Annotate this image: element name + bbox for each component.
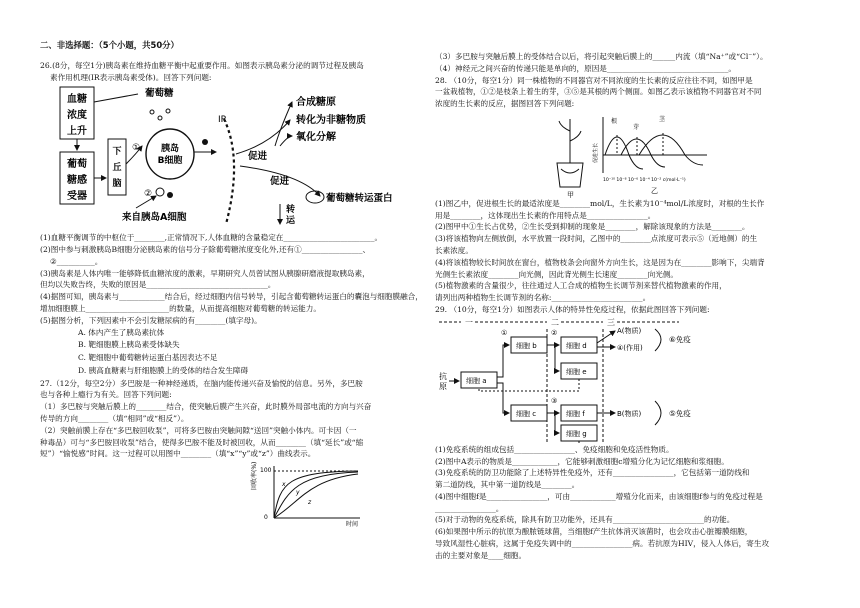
uptake-xlabel: 时间 xyxy=(346,521,359,529)
cell-b: 细胞 b xyxy=(516,341,537,350)
q26-option-b: B. 靶细胞膜上胰岛素受体缺失 xyxy=(78,340,180,350)
q28-stem: 28. （10分，每空1分）同一株植物的不同器官对不同浓度的生长素的反应往往不同，如图甲是 xyxy=(435,75,753,85)
num-2: ② xyxy=(551,328,558,337)
q26-line-4: (3)胰岛素是人体内唯一能够降低血糖浓度的激素，早期研究人员曾试图从胰腺研磨液提取胰岛素， xyxy=(40,268,370,278)
blood-glucose-label-2: 浓度 xyxy=(67,110,87,122)
q28-line-8: (5)植物激素的含量很少，往往通过人工合成的植物生长调节剂来替代植物激素的作用， xyxy=(435,281,727,291)
num-3: ③ xyxy=(551,396,558,405)
q29-line-5: (4)图中细胞f是________________，可由____________增殖分化而来，由该细胞f参与的免疫过程是 xyxy=(435,491,763,501)
peak-bud: 芽 xyxy=(633,123,640,131)
promote-label-1: 促进 xyxy=(248,151,268,163)
q29-line-6: ________________。 xyxy=(435,503,504,513)
output-a: A(物质) xyxy=(617,326,642,335)
circle-2: ② xyxy=(144,189,153,200)
beta-cell xyxy=(146,129,194,179)
curve-z: z xyxy=(308,499,312,507)
beta-cell-label-2: B细胞 xyxy=(157,156,183,167)
receptor-label-1: 葡萄 xyxy=(67,159,87,171)
q28-line-6: (4)将该植物较长时间放在窗台，植物枝条会向窗外方向生长，这是因为在________影响下，尖端背 xyxy=(435,257,765,267)
left-column xyxy=(40,40,425,532)
peak-root: 根 xyxy=(611,117,618,125)
auxin-response-figure xyxy=(547,111,717,199)
receptor-label-3: 受器 xyxy=(67,191,87,203)
immunity-5: ⑤免疫 xyxy=(669,408,691,418)
q27-line-7: 短”）“愉悦感”时间。这一过程可以用图中________（填“x”“y”或“z”）曲线表示。 xyxy=(40,449,316,459)
peak-stem: 茎 xyxy=(659,115,666,123)
q26-line-5: 但均以失败告终，失败的原因是________________________________。 xyxy=(40,280,276,290)
synthesis-label: 合成糖原 xyxy=(296,97,336,109)
q27-line-3: （1）多巴胺与突触后膜上的________结合，使突触后膜产生兴奋，此时膜外局部电流的方向与兴奋 xyxy=(40,402,372,412)
uptake-ylabel: 回收率(%) xyxy=(251,462,258,491)
right-column xyxy=(435,52,830,563)
q29-stem: 29. （10分，每空1分）如图表示人体的特异性免疫过程，依据此图回答下列问题: xyxy=(435,304,710,314)
q26-line-2: (2)图中参与刺激胰岛B细胞分泌胰岛素的信号分子除葡萄糖浓度变化外,还有①________________、 xyxy=(40,245,371,255)
q26-line-6: (4)据图可知，胰岛素与____________结合后，经过细胞内信号转导，引起含葡萄糖转运蛋白的囊泡与细胞膜融合， xyxy=(40,292,423,302)
chart-label: 乙 xyxy=(651,186,658,195)
hypothalamus-label-3: 脑 xyxy=(112,179,122,190)
uptake-ytick-0: 0 xyxy=(264,514,268,522)
antigen-label-1: 抗 xyxy=(439,371,447,381)
q27-line-9: （4）神经元之间兴奋的传递只能是单向的，原因是________________________________。 xyxy=(435,63,736,73)
promote-label-2: 促进 xyxy=(270,176,290,188)
q28-line-9: 请列出两种植物生长调节剂的名称:________________________。 xyxy=(435,293,651,303)
blood-glucose-label-1: 血糖 xyxy=(67,94,87,106)
q29-line-4: 第二道防线，其中第一道防线是________。 xyxy=(435,480,580,490)
transport-label-1: 转 xyxy=(286,205,296,216)
q28-line-4: (3)将该植物向左侧放倒，水平放置一段时间，乙图中的________点浓度可表示⑤（近地侧）的生 xyxy=(435,234,758,244)
q29-line-9: 导致风湿性心脏病，这属于免疫失调中的________________病。若抗原为HIV，侵入人体后，寄生攻 xyxy=(435,538,770,548)
cell-g: 细胞 g xyxy=(566,429,587,438)
blood-glucose-label-3: 上升 xyxy=(67,126,87,138)
q26-option-d: D. 胰高血糖素与肝细胞膜上的受体的结合发生障碍 xyxy=(78,365,249,375)
q26-line-8: (5)据图分析，下列因素中不会引发糖尿病的有________(填字母)。 xyxy=(40,315,262,325)
q26-stem: 26.(8分，每空1分)胰岛素在维持血糖平衡中起重要作用。如图表示胰岛素分泌的调节过程及胰岛 xyxy=(40,60,364,70)
uptake-ytick-100: 100 xyxy=(260,467,272,475)
q28-line-7: 光侧生长素浓度________向光侧，因此背光侧生长速度________向光侧。 xyxy=(435,269,678,279)
q29-line-10: 击的主要对象是____细胞。 xyxy=(435,550,527,560)
curve-y: y xyxy=(296,489,300,497)
q28-line-3: (2)图甲中①生长占优势，②生长受到抑制的现象是________，解除该现象的方法是________。 xyxy=(435,222,750,232)
q28-line-5: 长素浓度。 xyxy=(435,246,473,256)
q29-line-8: (6)如果图中所示的抗原为酿脓链球菌，当细胞f产生抗体消灭该菌时，也会攻击心脏瓣膜细胞， xyxy=(435,527,753,537)
q27-line-6: 种毒品）可与“多巴胺回收泵”结合，使得多巴胺不能及时被回收，从而________（填“延长”或“缩 xyxy=(40,437,364,447)
q28-stem-cont-2: 浓度的生长素的反应，据图回答下列问题: xyxy=(435,99,575,109)
cell-d: 细胞 d xyxy=(566,341,587,350)
transport-label-2: 运 xyxy=(286,216,296,227)
cell-c: 细胞 c xyxy=(516,409,537,418)
antigen-label-2: 原 xyxy=(439,381,447,391)
q27-stem: 27.（12分，每空2分）多巴胺是一种神经递质，在脑内能传递兴奋及愉悦的信息。另外，多巴胺 xyxy=(40,378,363,388)
hypothalamus-label-2: 丘 xyxy=(112,163,122,174)
stage-2: 二 xyxy=(551,317,559,327)
cell-a: 细胞 a xyxy=(466,376,487,385)
uptake-rate-chart xyxy=(250,462,370,528)
q26-line-1: (1)血糖平衡调节的中枢位于________,正常情况下,人体血糖的含量稳定在________________________。 xyxy=(40,233,383,243)
q29-line-3: (3)免疫系统的防卫功能除了上述特异性免疫外，还有________________，它包括第一道防线和 xyxy=(435,468,750,478)
receptor-label-2: 糖感 xyxy=(67,175,87,187)
q27-stem-cont: 也与各种上瘾行为有关。回答下列问题: xyxy=(40,390,172,400)
stage-3: 三 xyxy=(607,317,615,327)
q28-line-2: 用是________，这体现出生长素的作用特点是________________。 xyxy=(435,210,656,220)
hypothalamus-label-1: 下 xyxy=(112,147,122,158)
convert-label: 转化为非糖物质 xyxy=(296,115,366,127)
q27-line-4: 传导的方向________（填“相同”或“相反”）。 xyxy=(40,413,189,423)
pot-label: 甲 xyxy=(567,190,574,199)
oxidation-label: 氧化分解 xyxy=(296,132,336,144)
cell-membrane xyxy=(224,119,234,224)
q26-stem-cont: 素作用机理(IR表示胰岛素受体)。回答下列问题: xyxy=(50,72,212,82)
q29-line-2: (2)图中A表示的物质是____________，它能够刺激细胞c增殖分化为记忆细胞和浆细胞。 xyxy=(435,456,729,466)
auxin-figure xyxy=(547,111,830,199)
q27-line-8: （3）多巴胺与突触后膜上的受体结合以后，将引起突触后膜上的______内流（填“Na⁺”或“Cl⁻”）。 xyxy=(435,52,768,61)
ir-label: IR xyxy=(218,115,227,126)
glucose-label: 葡萄糖 xyxy=(145,88,174,100)
immunity-6: ⑥免疫 xyxy=(669,334,691,344)
insulin-regulation-figure xyxy=(40,84,425,229)
q26-line-7: 增加细胞膜上______________________的数量，从而提高细胞对葡萄糖的转运能力。 xyxy=(40,303,321,313)
insulin-diagram xyxy=(40,84,425,233)
alpha-cell-label: 来自胰岛A细胞 xyxy=(122,212,187,224)
stage-1: 一 xyxy=(465,317,473,327)
cell-f: 细胞 f xyxy=(566,409,585,418)
q27-line-5: （2）突触前膜上存在“多巴胺回收泵”，可将多巴胺由突触间隙“送回”突触小体内。可卡因（一 xyxy=(40,425,357,435)
uptake-graph xyxy=(250,462,425,532)
circle-1: ① xyxy=(132,143,141,154)
q28-stem-cont-1: 一盆栽植物，①②是枝条上着生的芽，③⑤是其根的两个侧面。如图乙表示该植物不同器官对不同 xyxy=(435,87,762,97)
q28-line-1: (1)图乙中，促进根生长的最适浓度是________mol/L，生长素为10⁻⁴mol/L浓度时，对根的生长作 xyxy=(435,198,765,208)
immune-diagram xyxy=(439,317,830,445)
output-b: B(物质) xyxy=(617,409,642,418)
immune-process-figure xyxy=(439,317,819,445)
transporter-label: 葡萄糖转运蛋白 xyxy=(326,193,393,205)
q29-line-7: (5)对于动物的免疫系统，除具有防卫功能外，还具有________________________的功能。 xyxy=(435,515,735,525)
auxin-ylabel: 促进生长 xyxy=(593,142,599,163)
q29-line-1: (1)免疫系统的组成包括________________、免疫细胞和免疫活性物质。 xyxy=(435,444,674,454)
cell-e: 细胞 e xyxy=(566,367,587,376)
action-4: ④(作用) xyxy=(617,343,643,352)
auxin-xlabel: 10⁻¹⁰ 10⁻⁸ 10⁻⁶ 10⁻⁴ 10⁻² c(mol·L⁻¹) xyxy=(603,177,686,183)
num-1: ① xyxy=(501,328,508,337)
q26-option-c: C. 靶细胞中葡萄糖转运蛋白基因表达不足 xyxy=(78,353,218,363)
curve-x: x xyxy=(282,481,286,489)
q26-line-3: ②__________。 xyxy=(50,256,103,266)
q26-option-a: A. 体内产生了胰岛素抗体 xyxy=(78,327,165,337)
beta-cell-label-1: 胰岛 xyxy=(160,144,180,155)
section-title: 二、非选择题：（5个小题，共50分） xyxy=(40,40,179,50)
